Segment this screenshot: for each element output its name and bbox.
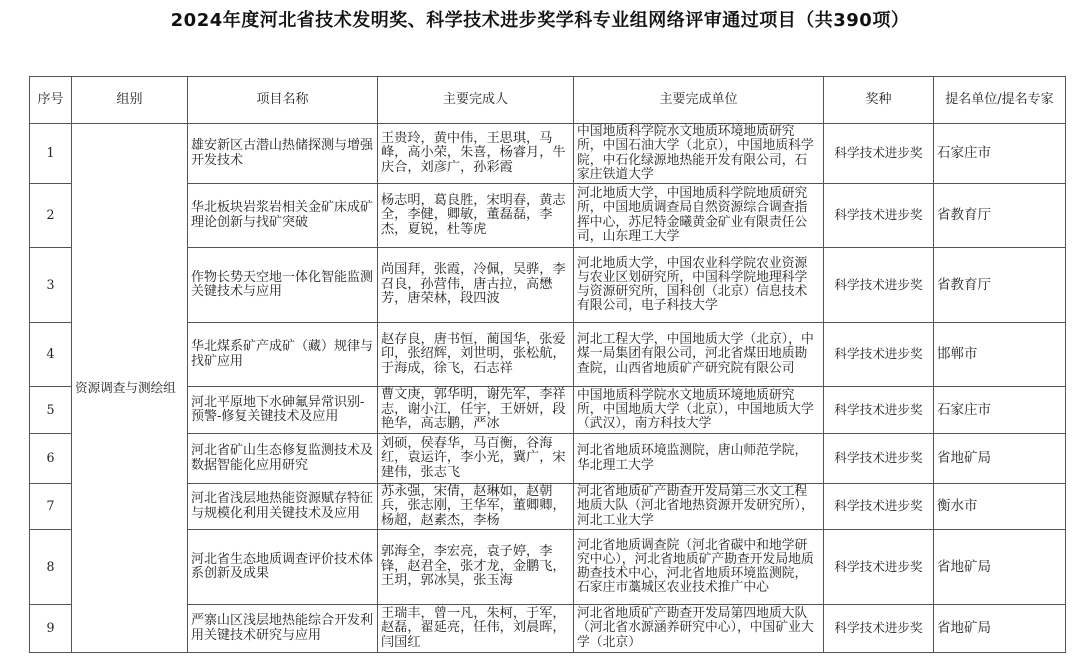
project-table	[29, 76, 1066, 653]
project-name: 河北平原地下水砷氟异常识别-预警-修复关键技术及应用	[188, 387, 378, 434]
main-people: 杨志明，葛良胜，宋明春，黄志全，李健，卿敏，董磊磊，李杰，夏锐，杜等虎	[378, 184, 574, 248]
main-people: 赵存良，唐书恒，蔺国华，张爱印，张绍辉，刘世明，张松航，于海成，徐飞，石志祥	[378, 323, 574, 387]
main-units: 河北省地质矿产勘查开发局第四地质大队（河北省水源涵养研究中心），中国矿业大学（北京）	[574, 605, 824, 653]
project-name: 河北省矿山生态修复监测技术及数据智能化应用研究	[188, 434, 378, 484]
nominator: 邯郸市	[934, 323, 1066, 387]
group-cell: 资源调查与测绘组	[72, 124, 188, 653]
main-people: 刘硕，侯春华，马百衡，谷海红，袁运许，李小光，冀广，宋建伟，张志飞	[378, 434, 574, 484]
project-name: 河北省生态地质调查评价技术体系创新及成果	[188, 530, 378, 605]
project-name: 严寨山区浅层地热能综合开发利用关键技术研究与应用	[188, 605, 378, 653]
row-no: 2	[30, 184, 72, 248]
nominator: 省地矿局	[934, 530, 1066, 605]
main-units: 河北地质大学，中国地质科学院地质研究所，中国地质调查局自然资源综合调查指挥中心，苏尼特金曦黄金矿业有限责任公司，山东理工大学	[574, 184, 824, 248]
main-people: 郭海全，李宏亮，袁子婷，李锋，赵君全，张才龙，金鹏飞，王玥，郭冰昊，张玉海	[378, 530, 574, 605]
main-units: 河北地质大学，中国农业科学院农业资源与农业区划研究所，中国科学院地理科学与资源研究所，国科创（北京）信息技术有限公司，电子科技大学	[574, 248, 824, 323]
row-no: 9	[30, 605, 72, 653]
award-type: 科学技术进步奖	[824, 323, 934, 387]
main-units: 中国地质科学院水文地质环境地质研究所，中国石油大学（北京），中国地质科学院，中石化绿源地热能开发有限公司，石家庄铁道大学	[574, 124, 824, 184]
main-people: 王瑞丰，曾一凡，朱柯，于军，赵磊，翟延亮，任伟，刘晨晖，闫国红	[378, 605, 574, 653]
project-name: 河北省浅层地热能资源赋存特征与规模化利用关键技术及应用	[188, 484, 378, 530]
main-people: 苏永强，宋倩，赵琳如，赵朝兵，张志刚，王华军，董卿卿，杨超，赵素杰，李杨	[378, 484, 574, 530]
award-type: 科学技术进步奖	[824, 434, 934, 484]
main-people: 尚国拜，张霞，冷佩，吴骅，李召良，孙营伟，唐古拉，高懋芳，唐荣林，段四波	[378, 248, 574, 323]
award-type: 科学技术进步奖	[824, 124, 934, 184]
main-units: 河北工程大学，中国地质大学（北京），中煤一局集团有限公司，河北省煤田地质勘查院，山西省地质矿产研究院有限公司	[574, 323, 824, 387]
main-units: 河北省地质环境监测院，唐山师范学院，华北理工大学	[574, 434, 824, 484]
award-type: 科学技术进步奖	[824, 387, 934, 434]
header-group: 组别	[72, 77, 188, 124]
award-type: 科学技术进步奖	[824, 484, 934, 530]
header-no: 序号	[30, 77, 72, 124]
row-no: 6	[30, 434, 72, 484]
row-no: 8	[30, 530, 72, 605]
header-nominator: 提名单位/提名专家	[934, 77, 1066, 124]
award-type: 科学技术进步奖	[824, 530, 934, 605]
row-no: 3	[30, 248, 72, 323]
project-name: 华北板块岩浆岩相关金矿床成矿理论创新与找矿突破	[188, 184, 378, 248]
nominator: 石家庄市	[934, 124, 1066, 184]
nominator: 省教育厅	[934, 184, 1066, 248]
row-no: 7	[30, 484, 72, 530]
main-units: 河北省地质调查院（河北省碳中和地学研究中心），河北省地质矿产勘查开发局地质勘查技术中心，河北省地质环境监测院，石家庄市藁城区农业技术推广中心	[574, 530, 824, 605]
table-header-row	[30, 77, 1066, 124]
table-row	[30, 124, 1066, 184]
header-units: 主要完成单位	[574, 77, 824, 124]
project-name: 雄安新区古潜山热储探测与增强开发技术	[188, 124, 378, 184]
header-people: 主要完成人	[378, 77, 574, 124]
header-award: 奖种	[824, 77, 934, 124]
main-people: 王贵玲，黄中伟，王思琪，马峰，高小荣，朱喜，杨睿月，牛庆合，刘彦广，孙彩霞	[378, 124, 574, 184]
nominator: 衡水市	[934, 484, 1066, 530]
award-type: 科学技术进步奖	[824, 605, 934, 653]
main-units: 河北省地质矿产勘查开发局第三水文工程地质大队（河北省地热资源开发研究所），河北工业大学	[574, 484, 824, 530]
page-title: 2024年度河北省技术发明奖、科学技术进步奖学科专业组网络评审通过项目（共390项）	[170, 10, 910, 31]
nominator: 省地矿局	[934, 434, 1066, 484]
project-name: 华北煤系矿产成矿（藏）规律与找矿应用	[188, 323, 378, 387]
award-type: 科学技术进步奖	[824, 184, 934, 248]
project-name: 作物长势天空地一体化智能监测关键技术与应用	[188, 248, 378, 323]
row-no: 1	[30, 124, 72, 184]
nominator: 省地矿局	[934, 605, 1066, 653]
nominator: 石家庄市	[934, 387, 1066, 434]
nominator: 省教育厅	[934, 248, 1066, 323]
main-units: 中国地质科学院水文地质环境地质研究所，中国地质大学（北京），中国地质大学（武汉），南方科技大学	[574, 387, 824, 434]
main-people: 曹文庚，郭华明，谢先军，李祥志，谢小江，任宇，王妍妍，段艳华，高志鹏，严冰	[378, 387, 574, 434]
row-no: 4	[30, 323, 72, 387]
header-project: 项目名称	[188, 77, 378, 124]
row-no: 5	[30, 387, 72, 434]
award-type: 科学技术进步奖	[824, 248, 934, 323]
